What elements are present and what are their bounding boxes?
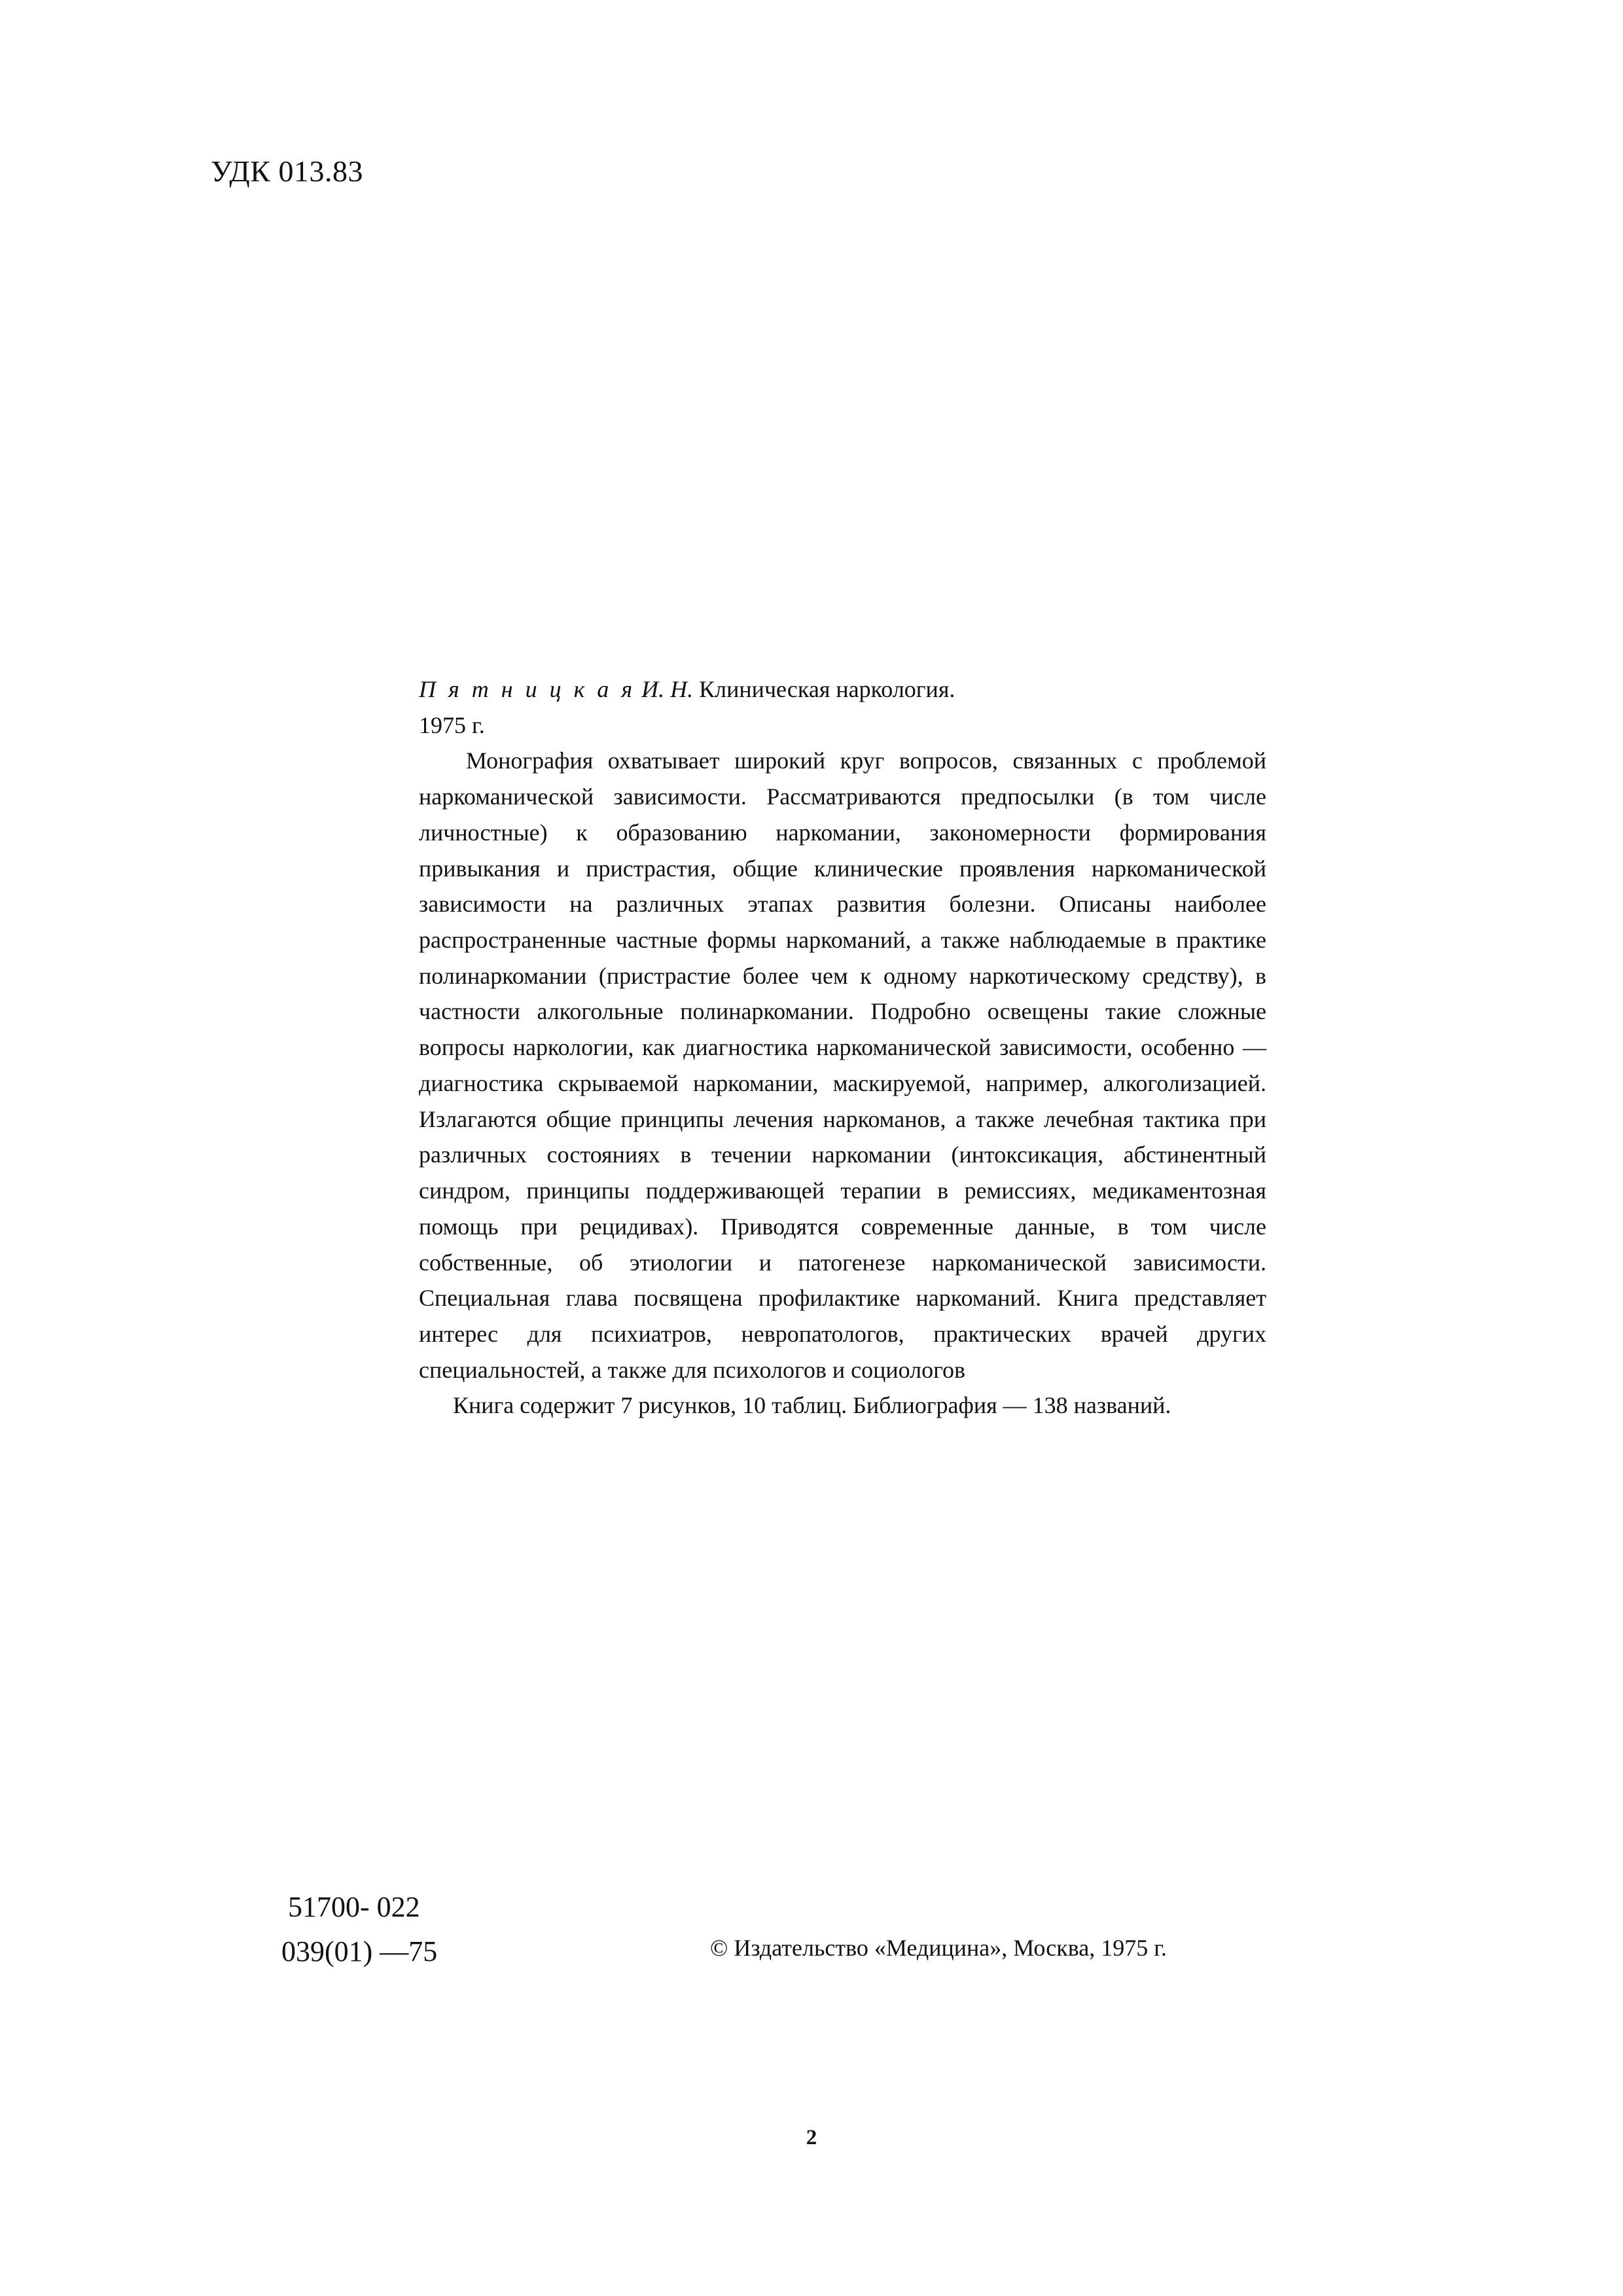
author-initials: И. Н. — [641, 676, 694, 702]
annotation-block — [419, 648, 1266, 1424]
imprint-code-top: 51700- 022 — [288, 1891, 420, 1923]
copyright-line: © Издательство «Медицина», Москва, 1975 г. — [710, 1935, 1167, 1961]
page-number: 2 — [806, 2126, 817, 2149]
annotation-paragraph: Монография охватывает широкий круг вопросов, связанных с проблемой наркоманической зависимости. Рассматриваются предпосылки (в том числе личностные) к образованию наркомании, закономерности формирования привыкания и пристрастия, общие клинические проявления наркоманической зависимости на различных этапах развития болезни. Описаны наиболее распространенные частные формы наркоманий, а также наблюдаемые в практике полинаркомании (пристрастие более чем к одному наркотическому средству), в частности алкогольные полинаркомании. Подробно освещены такие сложные вопросы наркологии, как диагностика наркоманической зависимости, особенно — диагностика скрываемой наркомании, маскируемой, например, алкоголизацией. Излагаются общие принципы лечения наркоманов, а также лечебная тактика при различных состояниях в течении наркомании (интоксикация, абстинентный синдром, принципы поддерживающей терапии в ремиссиях, медикаментозная помощь при рецидивах). Приводятся современные данные, в том числе собственные, об этиологии и патогенезе наркоманической зависимости. Специальная глава посвящена профилактике наркоманий. Книга представляет интерес для психиатров, невропатологов, практических врачей других специальностей, а также для психологов и социологов — [419, 747, 1266, 1383]
author-surname: П я т н и ц к а я — [419, 676, 636, 702]
imprint-codes — [281, 1885, 437, 1974]
imprint-code-bottom: 039(01) —75 — [281, 1935, 438, 1968]
annotation-paragraph: Книга содержит 7 рисунков, 10 таблиц. Библиография — 138 названий. — [453, 1392, 1171, 1419]
publication-year: 1975 г. — [419, 711, 485, 738]
udk-code: УДК 013.83 — [211, 154, 363, 188]
book-title: Клиническая наркология. — [699, 676, 955, 702]
annotation-heading — [419, 672, 1266, 708]
